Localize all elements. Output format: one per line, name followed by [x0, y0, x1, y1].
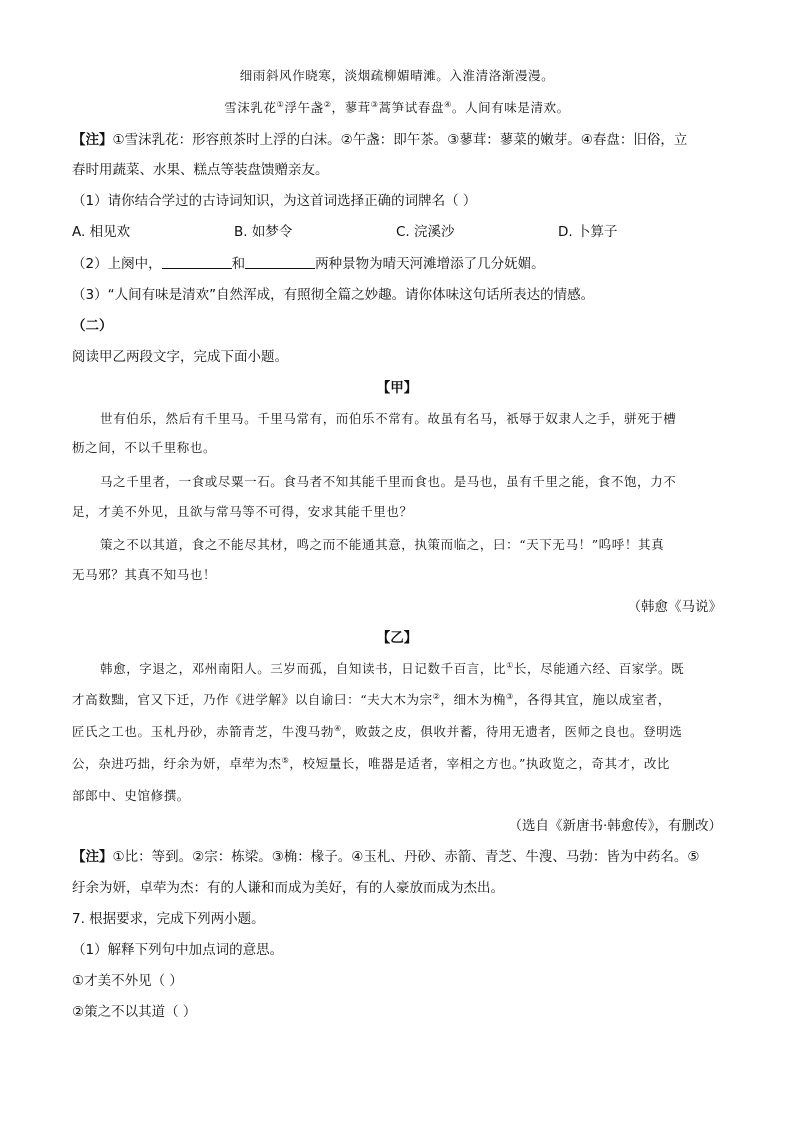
passage-jia-line: 世有伯乐，然后有千里马。千里马常有，而伯乐不常有。故虽有名马，祇辱于奴隶人之手，骈死于槽	[100, 411, 677, 426]
passage-text: ，校短量长，唯器是适者，宰相之方也。”执政览之，奇其才，改比	[289, 756, 671, 771]
question-7-stem: 7. 根据要求，完成下列两小题。	[72, 911, 265, 927]
poem-text: 。人间有味是清欢。	[451, 100, 570, 115]
poem-note	[72, 130, 687, 150]
question-text: （2）上阕中，	[72, 256, 162, 272]
passage-yi-line	[72, 722, 682, 742]
footnote-mark: ⑤	[281, 755, 290, 765]
question-7-item-2: ②策之不以其道（ ）	[72, 1004, 197, 1020]
passage-text: ，细木为桷	[440, 692, 506, 707]
note-label: 【注】	[72, 849, 113, 865]
passage-jia-title: 【甲】	[376, 380, 418, 396]
passage-text: ，各得其宜，施以成室者，	[513, 692, 671, 707]
footnote-mark: ①	[276, 99, 285, 109]
option-b: B. 如梦令	[234, 224, 293, 240]
answer-blank[interactable]	[245, 255, 315, 269]
poem-text: 浮午盏	[284, 100, 324, 115]
passage-yi-line	[72, 690, 671, 710]
option-c: C. 浣溪沙	[396, 224, 455, 240]
question-text: 和	[231, 256, 246, 272]
answer-blank[interactable]	[162, 255, 232, 269]
passage-yi-line	[100, 659, 684, 679]
poem-line-2	[0, 98, 794, 118]
question-7-sub-1: （1）解释下列句中加点词的意思。	[72, 942, 284, 958]
poem-text: ，蓼茸	[331, 100, 371, 115]
question-1-stem: （1）请你结合学过的古诗词知识，为这首词选择正确的词牌名（ ）	[72, 193, 477, 209]
note-text: ①雪沫乳花：形容煎茶时上浮的白沫。②午盏：即午茶。③蓼茸：蓼菜的嫩芽。④春盘：旧俗，立	[112, 132, 688, 148]
footnote-mark: ②	[432, 691, 441, 701]
section-instruction: 阅读甲乙两段文字，完成下面小题。	[72, 349, 288, 365]
option-d: D. 卜算子	[558, 224, 618, 240]
note-text: ①比：等到。②宗：栋梁。③桷：椽子。④玉札、丹砂、赤箭、青芝、牛溲、马勃：皆为中药名。⑤	[112, 849, 700, 865]
passage-jia-source: （韩愈《马说》	[627, 599, 722, 615]
passage-text: 才高数黜，官又下迁，乃作《进学解》以自谕曰：“夫大木为宗	[72, 692, 433, 707]
passage-text: 韩愈，字退之，邓州南阳人。三岁而孤，自知读书，日记数千百言，比	[100, 661, 507, 676]
question-2	[72, 254, 545, 274]
poem-line-1: 细雨斜风作晓寒，淡烟疏柳媚晴滩。入淮清洛渐漫漫。	[239, 68, 555, 83]
footnote-mark: ④	[444, 99, 452, 109]
passage-jia-line: 策之不以其道，食之不能尽其材，鸣之而不能通其意，执策而临之，曰：“天下无马！”呜呼！其真	[100, 537, 665, 552]
passage-jia-line: 无马邪？其真不知马也！	[72, 567, 217, 582]
passage-yi-title: 【乙】	[376, 630, 418, 646]
poem-text: 蒿笋试春盘	[378, 100, 445, 115]
passage-jia-line: 枥之间，不以千里称也。	[72, 440, 217, 455]
passage-text: ，败鼓之皮，俱收并蓄，待用无遗者，医师之良也。登明选	[341, 724, 683, 739]
footnote-mark: ③	[506, 691, 514, 701]
passage-text: 长，尽能通六经、百家学。既	[513, 661, 685, 676]
passage-jia-line: 马之千里者，一食或尽粟一石。食马者不知其能千里而食也。是马也，虽有千里之能，食不饱，力不	[100, 474, 677, 489]
footnote-mark: ②	[323, 99, 332, 109]
question-text: 两种景物为晴天河滩增添了几分妩媚。	[315, 256, 545, 272]
question-7-item-1: ①才美不外见（ ）	[72, 973, 183, 989]
footnote-mark: ①	[506, 660, 514, 670]
passage-yi-source: （选自《新唐书·韩愈传》，有删改）	[508, 818, 722, 834]
question-3: （3）“人间有味是清欢”自然浑成，有照彻全篇之妙趣。请你体味这句话所表达的情感。	[72, 287, 595, 303]
passage-note-continued: 纡余为妍，卓荦为杰：有的人谦和而成为美好，有的人豪放而成为杰出。	[72, 880, 504, 896]
passage-jia-line: 足，才美不外见，且欲与常马等不可得，安求其能千里也？	[72, 504, 413, 519]
option-a: A. 相见欢	[72, 224, 131, 240]
passage-note	[72, 847, 700, 867]
passage-text: 匠氏之工也。玉札丹砂，赤箭青芝，牛溲马勃	[72, 724, 335, 739]
note-label: 【注】	[72, 132, 113, 148]
passage-yi-line	[72, 754, 670, 774]
footnote-mark: ④	[334, 723, 342, 733]
poem-text: 雪沫乳花	[224, 100, 277, 115]
section-heading: （二）	[72, 318, 113, 334]
passage-yi-line: 部郎中、史馆修撰。	[72, 788, 190, 803]
footnote-mark: ③	[370, 99, 379, 109]
poem-note-continued: 春时用蔬菜、水果、糕点等装盘馈赠亲友。	[72, 162, 329, 178]
passage-text: 公，杂进巧拙，纡余为妍，卓荦为杰	[72, 756, 282, 771]
